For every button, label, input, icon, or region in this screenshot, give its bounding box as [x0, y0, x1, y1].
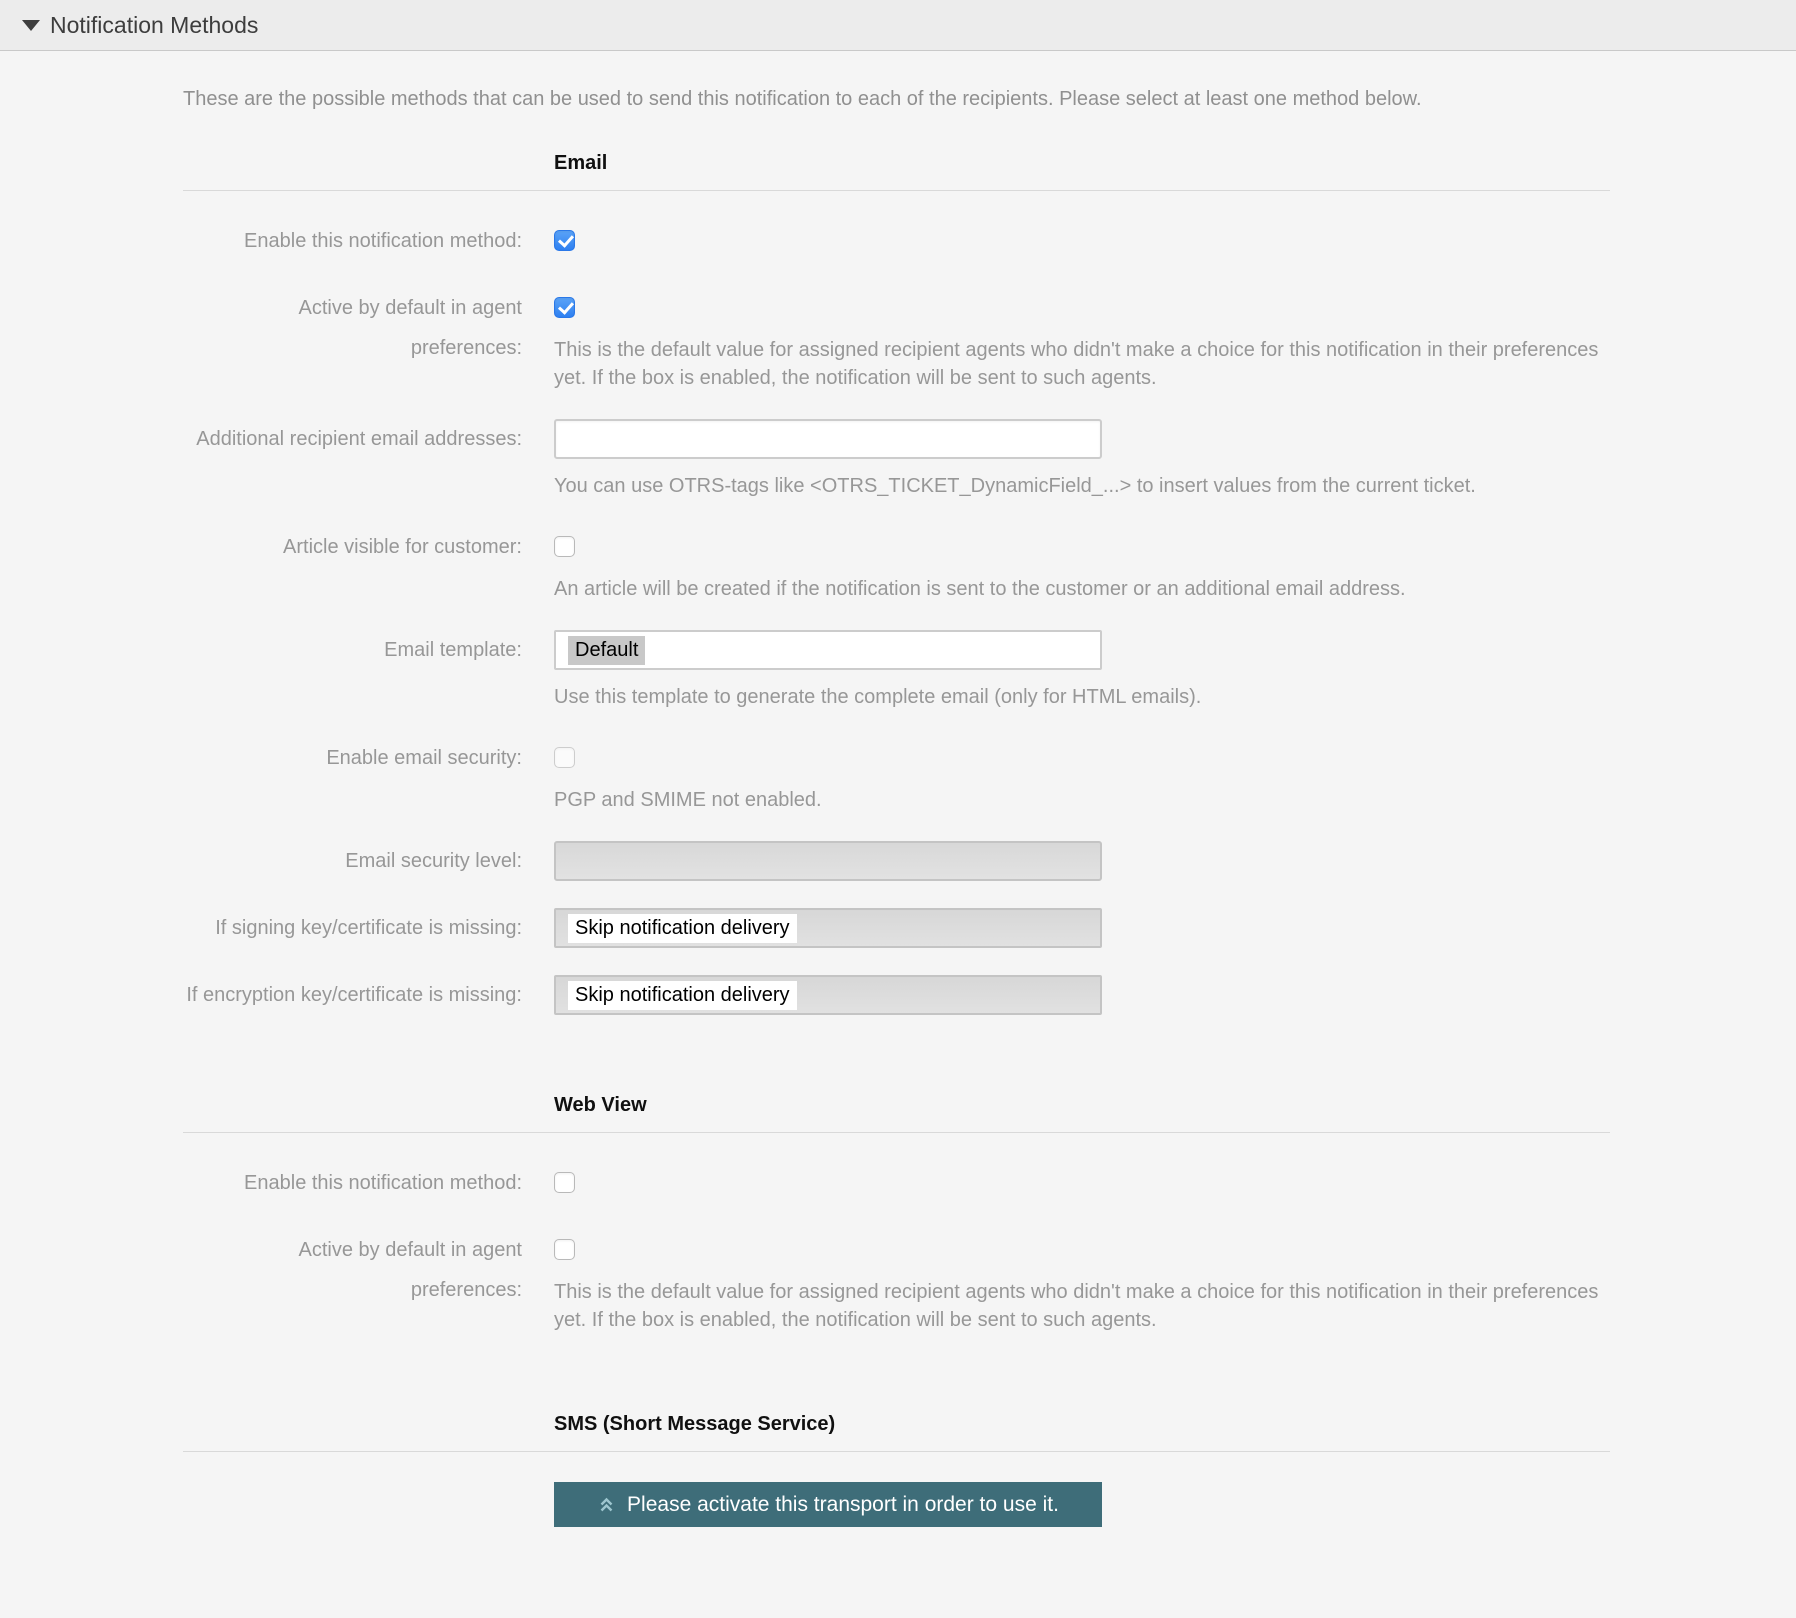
field-label: Email template: — [384, 639, 522, 661]
row-webview-active-default — [183, 1230, 1610, 1334]
field-description: This is the default value for assigned recipient agents who didn't make a choice for this notification in their preferences yet. If the box is enabled, the notification will be sent to such agents. — [554, 339, 1599, 389]
encryption-missing-select — [554, 975, 1102, 1015]
intro-text: These are the possible methods that can be used to send this notification to each of the recipients. Please select at least one method below. — [183, 88, 1422, 110]
article-visible-checkbox[interactable] — [554, 536, 575, 557]
field-description: This is the default value for assigned recipient agents who didn't make a choice for this notification in their preferences yet. If the box is enabled, the notification will be sent to such agents. — [554, 1281, 1599, 1331]
row-email-enable — [183, 221, 1610, 261]
section-heading-email: Email — [554, 152, 608, 174]
field-label: Enable email security: — [326, 747, 522, 769]
row-email-recipient-addresses — [183, 419, 1610, 500]
row-webview-enable — [183, 1163, 1610, 1203]
field-label: Email security level: — [345, 850, 522, 872]
row-article-visible — [183, 527, 1610, 603]
section-heading-sms: SMS (Short Message Service) — [554, 1413, 836, 1435]
recipient-email-input[interactable] — [554, 419, 1102, 459]
webview-enable-checkbox[interactable] — [554, 1172, 575, 1193]
selected-option: Default — [568, 636, 645, 665]
field-label: Enable this notification method: — [244, 230, 522, 252]
widget-header-toggle[interactable] — [0, 0, 1796, 51]
email-security-level-input — [554, 841, 1102, 881]
double-chevron-up-icon — [597, 1495, 616, 1514]
field-description: PGP and SMIME not enabled. — [554, 789, 822, 811]
widget-title: Notification Methods — [50, 11, 259, 38]
field-label: If signing key/certificate is missing: — [215, 917, 522, 939]
field-description: An article will be created if the notification is sent to the customer or an additional email address. — [554, 578, 1406, 600]
email-active-default-checkbox[interactable] — [554, 297, 575, 318]
section-divider — [183, 1451, 1610, 1452]
sms-activate-transport-button[interactable] — [554, 1482, 1102, 1527]
row-email-security-level — [183, 841, 1610, 881]
field-label: Article visible for customer: — [283, 536, 522, 558]
section-divider — [183, 1132, 1610, 1133]
field-label: Active by default in agent preferences: — [298, 297, 522, 359]
email-security-checkbox — [554, 747, 575, 768]
section-heading-webview: Web View — [554, 1094, 647, 1116]
email-enable-checkbox[interactable] — [554, 230, 575, 251]
field-description: You can use OTRS-tags like <OTRS_TICKET_DynamicField_...> to insert values from the current ticket. — [554, 475, 1476, 497]
widget-content — [0, 51, 1796, 1527]
field-label: Active by default in agent preferences: — [298, 1239, 522, 1301]
selected-option: Skip notification delivery — [568, 914, 797, 943]
signing-missing-select — [554, 908, 1102, 948]
field-label: Additional recipient email addresses: — [196, 428, 522, 450]
collapse-triangle-icon — [22, 20, 40, 31]
field-description: Use this template to generate the complete email (only for HTML emails). — [554, 686, 1202, 708]
row-email-active-default — [183, 288, 1610, 392]
webview-active-default-checkbox[interactable] — [554, 1239, 575, 1260]
selected-option: Skip notification delivery — [568, 981, 797, 1010]
row-signing-missing — [183, 908, 1610, 948]
field-label: Enable this notification method: — [244, 1172, 522, 1194]
row-encryption-missing — [183, 975, 1610, 1015]
section-divider — [183, 190, 1610, 191]
row-email-template — [183, 630, 1610, 711]
email-template-select[interactable] — [554, 630, 1102, 670]
field-label: If encryption key/certificate is missing: — [186, 984, 522, 1006]
row-email-security — [183, 738, 1610, 814]
sms-activate-notice: Please activate this transport in order to use it. — [627, 1492, 1059, 1516]
